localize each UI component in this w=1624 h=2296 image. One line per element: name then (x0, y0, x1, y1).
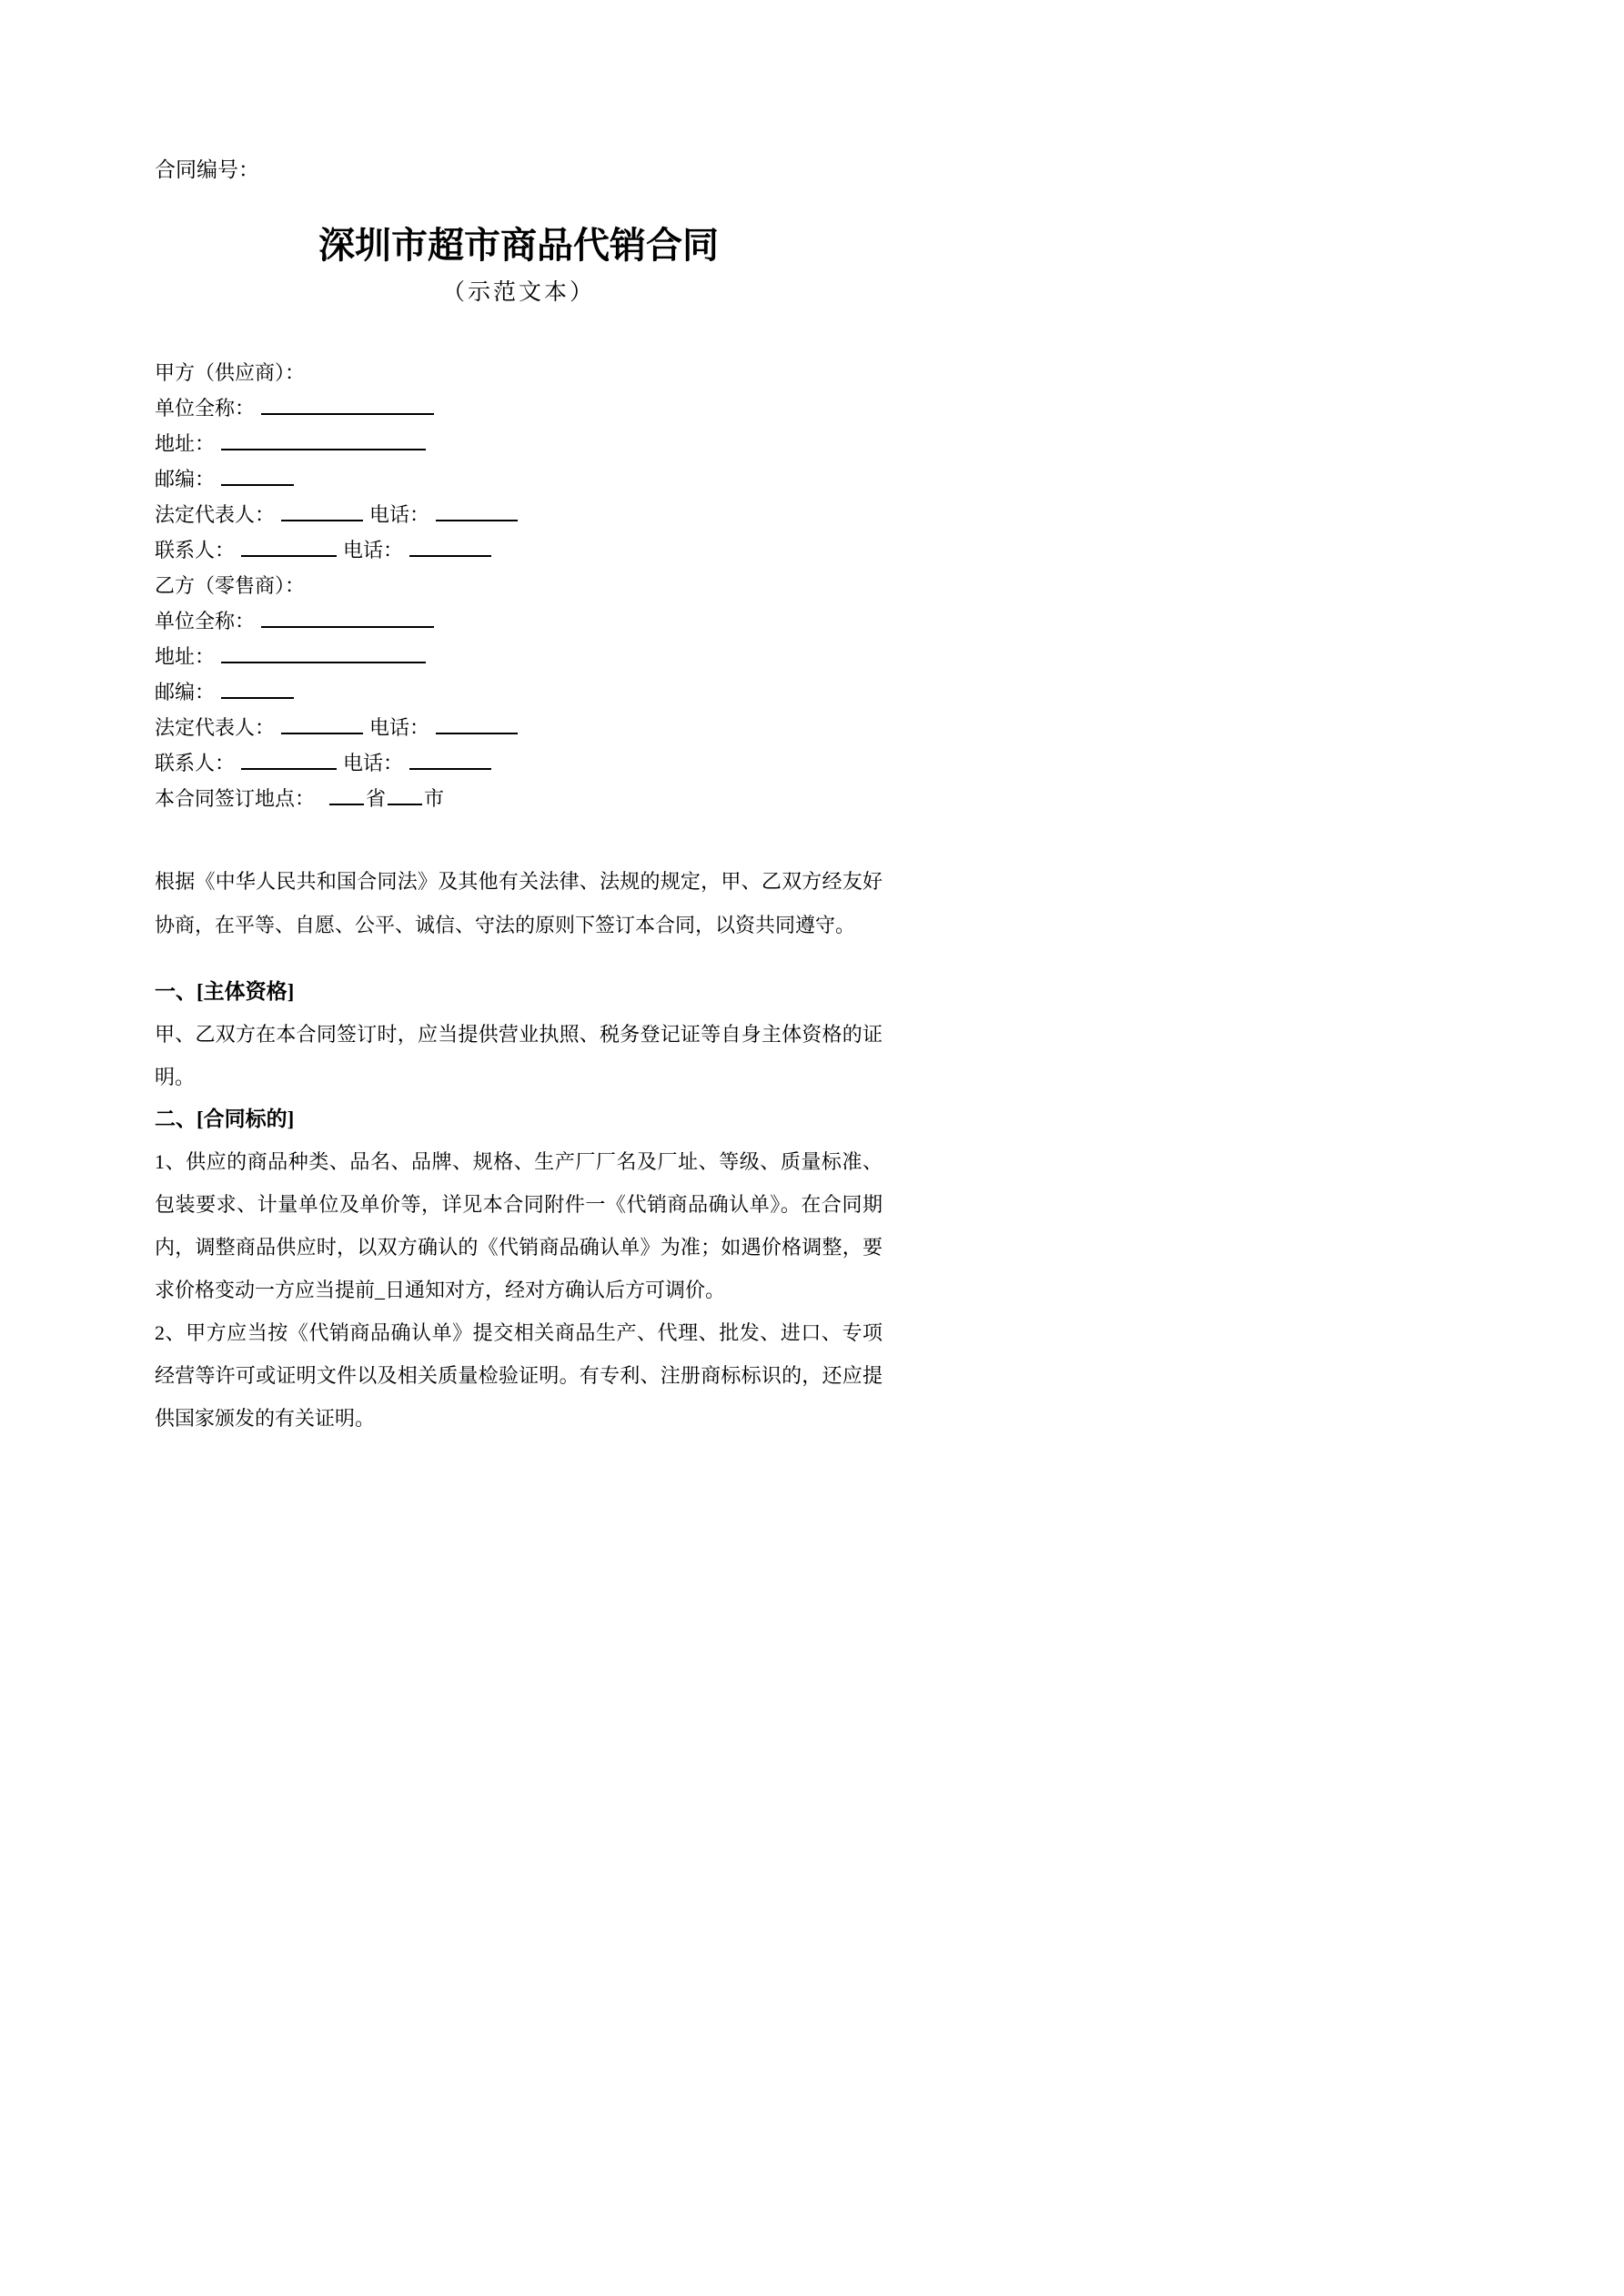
legal-rep-label: 法定代表人： (155, 503, 276, 526)
signing-place-line (155, 781, 883, 816)
party-b-postcode-blank (221, 676, 294, 699)
contract-sections (155, 971, 883, 1440)
phone-label: 电话： (343, 752, 404, 774)
party-b-contact-phone-blank (409, 747, 491, 770)
legal-rep-label: 法定代表人： (155, 716, 276, 739)
party-a-contact-blank (241, 534, 337, 557)
party-a-legal-rep-blank (281, 499, 363, 521)
section-heading: 一、[主体资格] (155, 980, 295, 1003)
postcode-label: 邮编： (155, 681, 216, 703)
province-suffix: 省 (366, 787, 387, 810)
phone-label: 电话： (369, 503, 430, 526)
intro-paragraph: 根据《中华人民共和国合同法》及其他有关法律、法规的规定，甲、乙双方经友好协商，在平等、自愿、公平、诚信、守法的原则下签订本合同，以资共同遵守。 (155, 870, 883, 936)
document-content (155, 157, 883, 1440)
company-name-label: 单位全称： (155, 610, 256, 632)
contact-label: 联系人： (155, 752, 236, 774)
party-b-company-blank (261, 605, 434, 628)
contact-label: 联系人： (155, 539, 236, 561)
party-a-legal-rep-phone-blank (436, 499, 518, 521)
party-a-heading: 甲方（供应商）： (155, 361, 306, 384)
party-b-contact-line (155, 745, 883, 781)
party-b-legal-rep-phone-blank (436, 712, 518, 734)
section-paragraph: 甲、乙双方在本合同签订时，应当提供营业执照、税务登记证等自身主体资格的证明。 (155, 1023, 883, 1088)
party-b-postcode-line (155, 674, 883, 710)
signing-place-label: 本合同签订地点： (155, 787, 316, 810)
party-b-address-line (155, 639, 883, 674)
contract-number-label: 合同编号： (155, 158, 259, 181)
phone-label: 电话： (343, 539, 404, 561)
section-paragraph: 2、甲方应当按《代销商品确认单》提交相关商品生产、代理、批发、进口、专项经营等许可或证明文件以及相关质量检验证明。有专利、注册商标标识的，还应提供国家颁发的有关证明。 (155, 1321, 883, 1430)
party-a-address-line (155, 426, 883, 461)
city-suffix: 市 (424, 787, 445, 810)
party-b-company-line (155, 603, 883, 639)
signing-city-blank (388, 783, 422, 805)
party-b-heading: 乙方（零售商）： (155, 574, 306, 597)
section-subject-qualification (155, 971, 883, 1098)
postcode-label: 邮编： (155, 468, 216, 491)
party-a-company-line (155, 390, 883, 426)
signing-province-blank (329, 783, 364, 805)
parties-form (155, 355, 883, 816)
document-subtitle: （示范文本） (441, 280, 595, 305)
party-b-legal-rep-line (155, 710, 883, 745)
party-a-legal-rep-line (155, 497, 883, 532)
party-a-contact-line (155, 532, 883, 568)
section-paragraph: 1、供应的商品种类、品名、品牌、规格、生产厂厂名及厂址、等级、质量标准、包装要求、计量单位及单价等，详见本合同附件一《代销商品确认单》。在合同期内，调整商品供应时，以双方确认的《代销商品确认单》为准；如遇价格调整，要求价格变动一方应当提前_日通知对方，经对方确认后方可调价。 (155, 1150, 883, 1301)
party-b-address-blank (221, 641, 426, 663)
party-b-legal-rep-blank (281, 712, 363, 734)
party-b-contact-blank (241, 747, 337, 770)
party-a-contact-phone-blank (409, 534, 491, 557)
address-label: 地址： (155, 432, 216, 455)
section-heading: 二、[合同标的] (155, 1108, 295, 1130)
address-label: 地址： (155, 645, 216, 668)
party-a-company-blank (261, 392, 434, 415)
party-a-postcode-blank (221, 463, 294, 486)
party-a-address-blank (221, 428, 426, 450)
phone-label: 电话： (369, 716, 430, 739)
document-title: 深圳市超市商品代销合同 (318, 225, 719, 266)
company-name-label: 单位全称： (155, 397, 256, 420)
section-contract-object (155, 1098, 883, 1440)
party-a-postcode-line (155, 461, 883, 497)
